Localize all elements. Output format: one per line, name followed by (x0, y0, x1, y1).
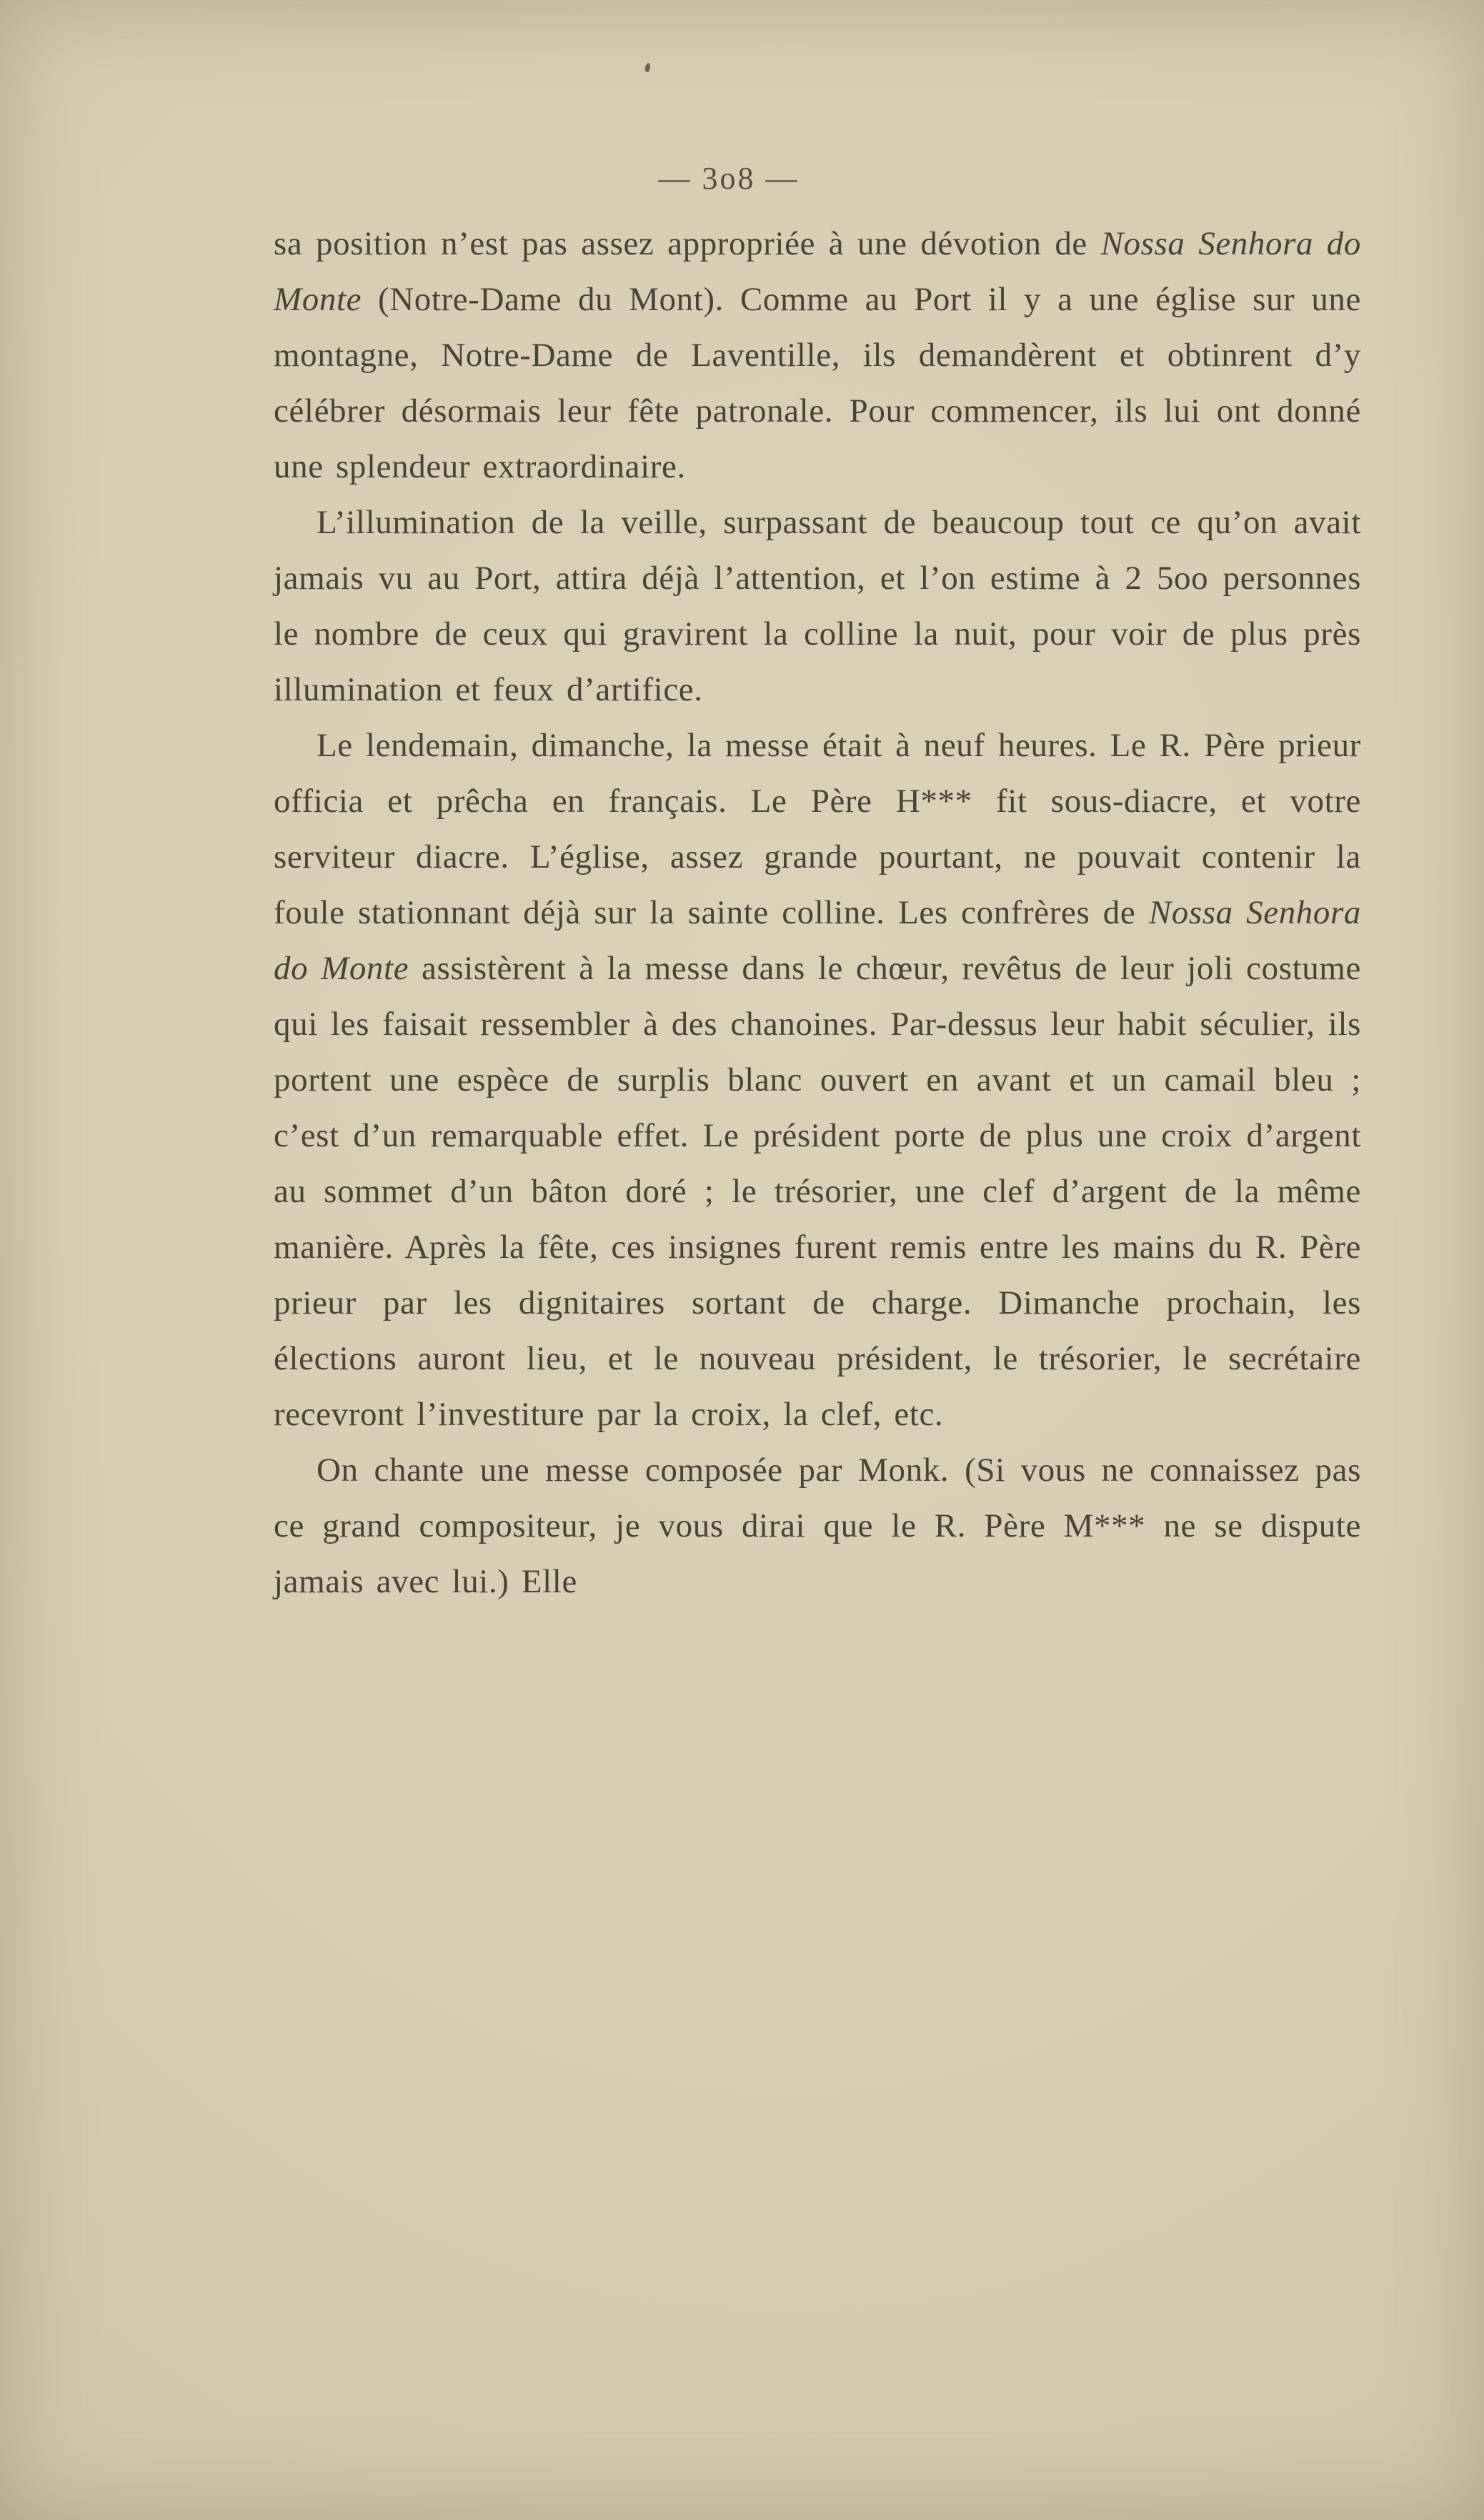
text-segment: On chante une messe composée par Monk. (Si vous ne connaissez pas ce grand compositeur, je vous dirai que le R. Père M*** ne se dispute jamais avec lui.) Elle (274, 1452, 1361, 1600)
text-segment: Le lendemain, dimanche, la messe était à neuf heures. Le R. Père prieur officia et prêcha en français. Le Père H*** fit sous-diacre, et votre serviteur diacre. L’église, assez grande pourtant, ne pouvait contenir la foule stationnant déjà sur la sainte colline. Les confrères de (274, 727, 1361, 931)
paragraph (274, 495, 1361, 718)
text-segment: assistèrent à la messe dans le chœur, revêtus de leur joli costume qui les faisait ressembler à des chanoines. Par-dessus leur habit séculier, ils portent une espèce de surplis blanc ouvert en avant et un camail bleu ; c’est d’un remarquable effet. Le président porte de plus une croix d’argent au sommet d’un bâton doré ; le trésorier, une clef d’argent de la même manière. Après la fête, ces insignes furent remis entre les mains du R. Père prieur par les dignitaires sortant de charge. Dimanche prochain, les élections auront lieu, et le nouveau président, le trésorier, le secrétaire recevront l’investiture par la croix, la clef, etc. (274, 950, 1361, 1433)
text-segment: (Notre-Dame du Mont). Comme au Port il y a une église sur une montagne, Notre-Dame de Laventille, ils demandèrent et obtinrent d’y célébrer désormais leur fête patronale. Pour commencer, ils lui ont donné une splendeur extraordinaire. (274, 281, 1361, 485)
ink-speck (644, 62, 652, 72)
italic-text-segment: Nossa Senhora do Monte (274, 225, 1361, 318)
italic-text-segment: Nossa Senhora do Monte (274, 894, 1361, 987)
paragraph (274, 1442, 1361, 1609)
text-block (274, 216, 1361, 1609)
paragraph (274, 216, 1361, 495)
page-number: — 3o8 — (658, 161, 800, 196)
text-segment: L’illumination de la veille, surpassant de beaucoup tout ce qu’on avait jamais vu au Port, attira déjà l’attention, et l’on estime à 2 5oo personnes le nombre de ceux qui gravirent la colline la nuit, pour voir de plus près illumination et feux d’artifice. (274, 504, 1361, 708)
text-segment: sa position n’est pas assez appropriée à une dévotion de (274, 225, 1101, 262)
paragraph (274, 718, 1361, 1442)
